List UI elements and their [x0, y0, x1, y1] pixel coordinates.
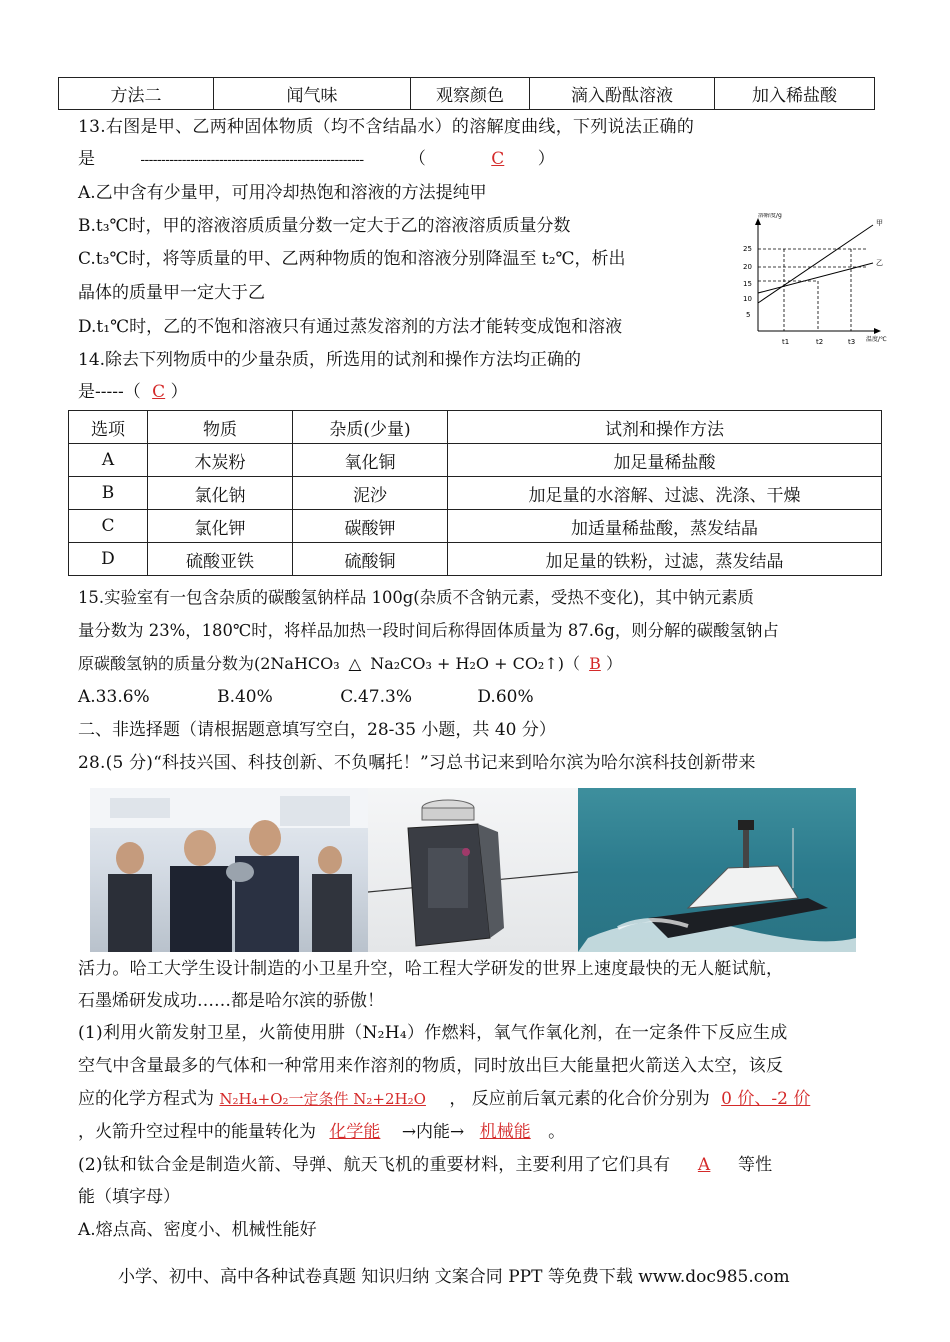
table-header-row: [69, 411, 882, 444]
table-cell: 加足量的铁粉，过滤，蒸发结晶: [448, 543, 882, 576]
arrow-text: →内能→: [401, 1122, 465, 1142]
table-header: 试剂和操作方法: [448, 411, 882, 444]
paren-close: ）: [170, 382, 188, 402]
table-header: 物质: [148, 411, 293, 444]
table-row: [69, 543, 882, 576]
solubility-chart: [738, 213, 898, 353]
q28-stem-2: 活力。哈工大学生设计制造的小卫星升空，哈工程大学研发的世界上速度最快的无人艇试航，: [78, 959, 784, 979]
y-tick-label: 15: [743, 280, 752, 288]
page-footer: 小学、初中、高中各种试卷真题 知识归纳 文案合同 PPT 等免费下载 www.doc985.com: [118, 1267, 790, 1287]
table-cell: 加入稀盐酸: [715, 78, 875, 110]
q15-equation: Na₂CO₃ + H₂O + CO₂↑)（: [370, 654, 580, 673]
q28-part2-prefix: (2)钛和钛合金是制造火箭、导弹、航天飞机的重要材料，主要利用了它们具有: [78, 1155, 671, 1175]
q14-stem: 14.除去下列物质中的少量杂质，所选用的试剂和操作方法均正确的: [78, 350, 582, 370]
table-header: 杂质(少量): [293, 411, 448, 444]
q28-part1-line1: (1)利用火箭发射卫星，火箭使用肼（N₂H₄）作燃料，氧气作氧化剂，在一定条件下反应生成: [78, 1023, 788, 1043]
q28-part2-line1: [78, 1154, 772, 1176]
table-cell: 碳酸钾: [293, 510, 448, 543]
valence-answer: 0 价、-2 价: [721, 1089, 811, 1109]
answer-blank: C: [491, 149, 505, 169]
q28-prefix: ，火箭升空过程中的能量转化为: [78, 1122, 316, 1142]
q28-part2-end: 等性: [737, 1155, 773, 1175]
q28-part2-option-a: A.熔点高、密度小、机械性能好: [78, 1220, 317, 1240]
table-row: [69, 510, 882, 543]
q15-stem-3: [78, 653, 622, 675]
q14-prefix: 是-----（: [78, 382, 141, 402]
table-row: [69, 444, 882, 477]
option-c: C.t₃℃时，将等质量的甲、乙两种物质的饱和溶液分别降温至 t₂℃，析出: [78, 249, 626, 269]
answer-blank: B: [589, 654, 601, 673]
table-cell: 方法二: [59, 78, 214, 110]
table-cell: 硫酸铜: [293, 543, 448, 576]
x-axis-label: 温度/℃: [866, 336, 887, 343]
q28-part1-line3: [78, 1088, 810, 1110]
q28-stem: 28.(5 分)“科技兴国、科技创新、不负嘱托！”习总书记来到哈尔滨为哈尔滨科技创新带来: [78, 753, 756, 773]
x-tick-label: t3: [848, 338, 856, 346]
q28-part2-line2: 能（填字母）: [78, 1187, 180, 1207]
paren-close: ）: [605, 654, 622, 673]
table-cell: 滴入酚酞溶液: [530, 78, 715, 110]
table-cell: 氯化钠: [148, 477, 293, 510]
table-cell: 闻气味: [214, 78, 411, 110]
q28-part1-line2: 空气中含量最多的气体和一种常用来作溶剂的物质，同时放出巨大能量把火箭送入太空，该反: [78, 1056, 784, 1076]
q28-part1-line4: [78, 1121, 565, 1143]
table-row: [69, 477, 882, 510]
table-cell: 加足量的水溶解、过滤、洗涤、干燥: [448, 477, 882, 510]
table-cell: D: [69, 543, 148, 576]
y-axis-label: 溶解度/g: [758, 213, 782, 219]
table-cell: 氯化钾: [148, 510, 293, 543]
series-label-jia: 甲: [876, 219, 883, 227]
table-cell: 木炭粉: [148, 444, 293, 477]
q28-prefix: 应的化学方程式为: [78, 1089, 214, 1109]
y-tick-label: 5: [746, 311, 751, 319]
curve-yi: [758, 263, 873, 293]
q13-stem: 13.右图是甲、乙两种固体物质（均不含结晶水）的溶解度曲线，下列说法正确的: [78, 117, 695, 137]
table-cell: 硫酸亚铁: [148, 543, 293, 576]
option-b: B.40%: [217, 687, 273, 707]
curve-jia: [758, 225, 873, 303]
energy-answer-2: 机械能: [479, 1122, 531, 1142]
q13-stem-2: [78, 148, 555, 171]
table-cell: 氧化铜: [293, 444, 448, 477]
reagent-table: [68, 410, 882, 576]
section-heading: 二、非选择题（请根据题意填写空白，28-35 小题，共 40 分）: [78, 720, 556, 740]
table-cell: 加足量稀盐酸: [448, 444, 882, 477]
q28-stem-3: 石墨烯研发成功……都是哈尔滨的骄傲！: [78, 991, 384, 1011]
photo-visit: [90, 788, 368, 952]
answer-blank: C: [152, 382, 166, 402]
series-label-yi: 乙: [876, 259, 883, 267]
table-cell: B: [69, 477, 148, 510]
q15-stem: 15.实验室有一包含杂质的碳酸氢钠样品 100g(杂质不含钠元素，受热不变化)，其中钠元素质: [78, 588, 754, 607]
table-cell: 加适量稀盐酸，蒸发结晶: [448, 510, 882, 543]
option-b: B.t₃℃时，甲的溶液溶质质量分数一定大于乙的溶液溶质质量分数: [78, 216, 571, 236]
paren-open: （: [408, 149, 426, 169]
photo-drone-boat: [578, 788, 856, 952]
photo-satellite: [368, 788, 578, 952]
method-table: [58, 77, 875, 110]
q14-stem-2: [78, 381, 188, 403]
property-answer: A: [697, 1155, 711, 1175]
y-tick-label: 25: [743, 245, 752, 253]
table-cell: C: [69, 510, 148, 543]
q15-prefix: 原碳酸氢钠的质量分数为(2NaHCO₃: [78, 654, 340, 673]
table-header: 选项: [69, 411, 148, 444]
x-tick-label: t2: [816, 338, 824, 346]
option-d: D.60%: [477, 687, 534, 707]
table-cell: 泥沙: [293, 477, 448, 510]
solubility-graph: [738, 213, 898, 353]
equation-answer: N₂H₄+O₂一定条件 N₂+2H₂O: [219, 1090, 426, 1108]
dash-line: ------------------------------------------------------: [140, 152, 364, 168]
option-c: C.47.3%: [340, 687, 412, 707]
y-tick-label: 10: [743, 295, 752, 303]
q15-stem-2: 量分数为 23%，180℃时，将样品加热一段时间后称得固体质量为 87.6g，则分解的碳酸氢钠占: [78, 621, 779, 640]
option-d: D.t₁℃时，乙的不饱和溶液只有通过蒸发溶剂的方法才能转变成饱和溶液: [78, 317, 623, 337]
q13-prefix: 是: [78, 149, 95, 169]
option-a: A.乙中含有少量甲，可用冷却热饱和溶液的方法提纯甲: [78, 183, 487, 203]
q28-mid: ， 反应前后氧元素的化合价分别为: [449, 1089, 710, 1109]
y-tick-label: 20: [743, 263, 752, 271]
paren-close: ）: [537, 149, 555, 169]
period: 。: [548, 1122, 566, 1142]
option-a: A.33.6%: [78, 687, 150, 707]
table-cell: A: [69, 444, 148, 477]
q15-options: [78, 686, 534, 708]
energy-answer-1: 化学能: [329, 1122, 381, 1142]
table-cell: 观察颜色: [411, 78, 530, 110]
heat-triangle: △: [348, 654, 362, 673]
x-tick-label: t1: [782, 338, 790, 346]
option-c-cont: 晶体的质量甲一定大于乙: [78, 283, 265, 303]
